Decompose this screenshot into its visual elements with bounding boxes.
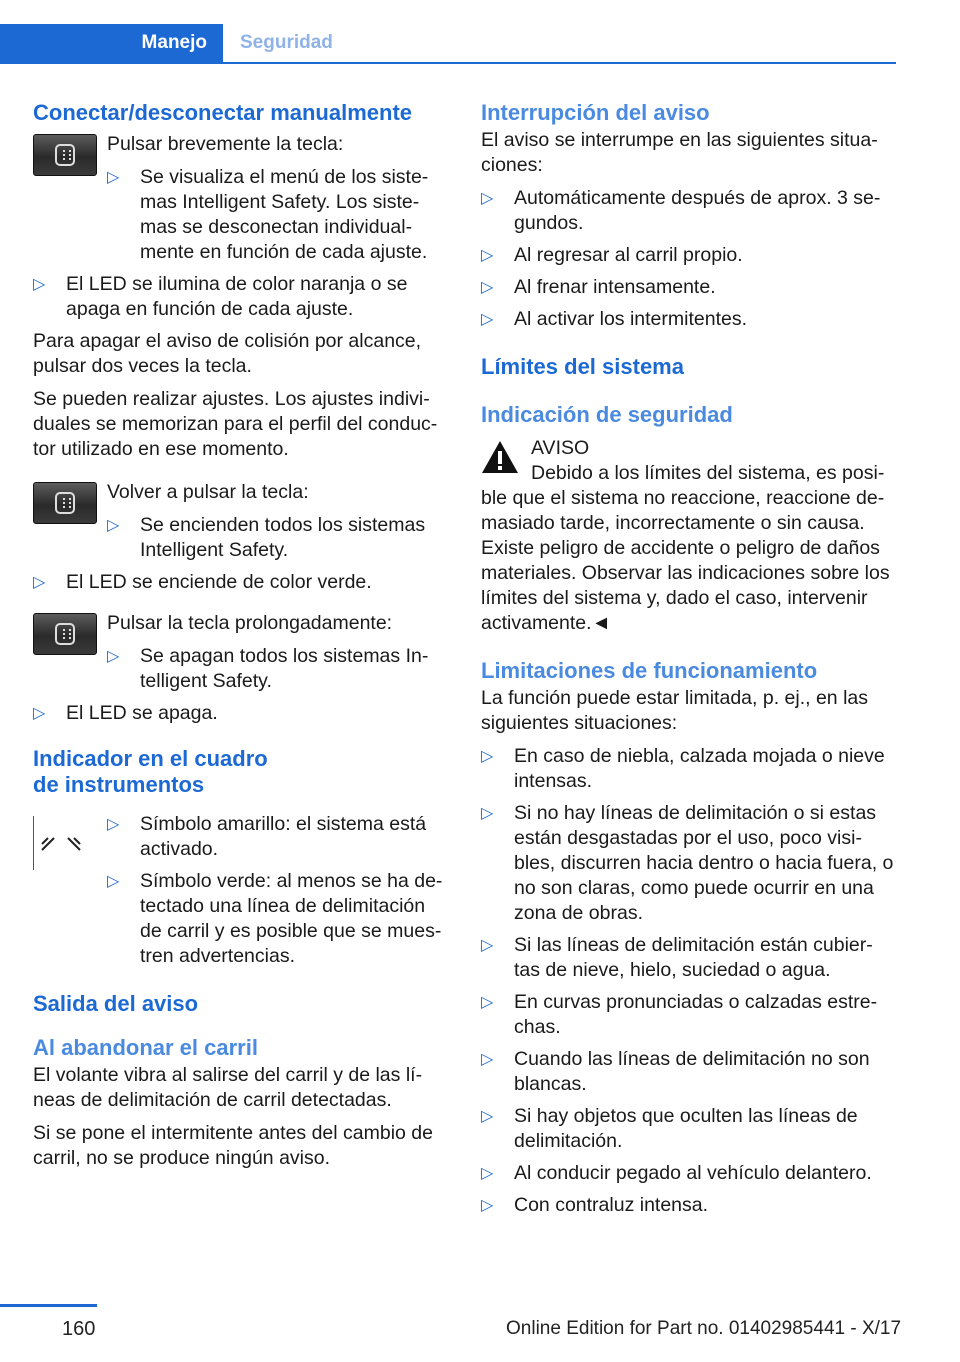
press-short-text: Pulsar brevemente la tecla: — [107, 133, 344, 155]
list-item — [107, 644, 445, 694]
list-item-text: El LED se apaga. — [66, 702, 218, 724]
paragraph: La función puede estar limitada, p. ej., en las siguientes situaciones: — [481, 687, 868, 734]
paragraph: El volante vibra al salirse del carril y de las lí-neas de delimitación de carril detectadas. — [33, 1064, 423, 1111]
press-short-row — [33, 132, 445, 265]
list-item-text: Con contraluz intensa. — [514, 1194, 709, 1216]
heading-connect: Conectar/desconectar manualmente — [33, 100, 413, 125]
safety-button-icon — [33, 482, 97, 524]
paragraph: Se pueden realizar ajustes. Los ajustes indivi-duales se memorizan para el perfil del conduc-tor utilizado en ese momento. — [33, 388, 438, 460]
list-item — [481, 243, 896, 268]
bullet-icon: ▷ — [481, 937, 494, 954]
list-item — [481, 801, 896, 926]
list-item-text: Se visualiza el menú de los siste-mas Intelligent Safety. Los siste-mas se desconectan individual-mente en función de cada ajuste. — [140, 166, 429, 263]
heading-safety: Indicación de seguridad — [481, 402, 733, 427]
paragraph: El aviso se interrumpe en las siguientes situa-ciones: — [481, 129, 878, 176]
bullet-icon: ▷ — [481, 279, 494, 296]
bullet-icon: ▷ — [107, 517, 120, 534]
list-item — [107, 165, 445, 265]
tab-manejo[interactable]: Manejo — [0, 24, 223, 62]
press-again-row — [33, 480, 445, 563]
list-item — [481, 275, 896, 300]
list-item-text: Símbolo amarillo: el sistema está activado. — [140, 813, 427, 860]
left-column — [33, 100, 445, 1179]
warning-text: Debido a los límites del sistema, es posi-ble que el sistema no reaccione, reaccione de-masiado tarde, incorrectamente o sin causa. Existe peligro de accidente o peligro de daños materiales. Observar las indicaciones sobre los límites del sistema y, dado el caso, intervenir activamente.◄ — [481, 462, 890, 634]
list-item-text: Si no hay líneas de delimitación o si estas están desgastadas por el uso, poco visi-bles, discurren hacia dentro o hacia fuera, o no son claras, como puede ocurrir en una zona de obras. — [514, 802, 894, 924]
heading-functional-limits: Limitaciones de funcionamiento — [481, 658, 818, 683]
bullet-icon: ▷ — [481, 247, 494, 264]
list-item — [107, 513, 445, 563]
list-item — [33, 570, 445, 595]
list-item-text: Si las líneas de delimitación están cubier-tas de nieve, hielo, suciedad o agua. — [514, 934, 873, 981]
list-item-text: Se encienden todos los sistemas Intelligent Safety. — [140, 514, 426, 561]
list-item-text: El LED se enciende de color verde. — [66, 571, 372, 593]
heading-output: Salida del aviso — [33, 991, 199, 1016]
bullet-icon: ▷ — [33, 705, 46, 722]
bullet-icon: ▷ — [107, 816, 120, 833]
list-item-text: Al activar los intermitentes. — [514, 308, 748, 330]
tab-seguridad[interactable]: Seguridad — [240, 32, 333, 53]
lane-departure-icon — [33, 816, 88, 870]
list-item — [481, 933, 896, 983]
list-item — [107, 869, 445, 969]
tab-bar — [0, 24, 896, 64]
bullet-icon: ▷ — [481, 190, 494, 207]
bullet-icon: ▷ — [481, 805, 494, 822]
list-item — [107, 812, 445, 862]
list-item — [481, 186, 896, 236]
list-item-text: Símbolo verde: al menos se ha de-tectado una línea de delimitación de carril y es posible que se mues-tren advertencias. — [140, 870, 443, 967]
bullet-icon: ▷ — [481, 994, 494, 1011]
heading-limits: Límites del sistema — [481, 354, 684, 379]
indicator-row — [33, 812, 445, 969]
list-item-text: Si hay objetos que oculten las líneas de delimitación. — [514, 1105, 858, 1152]
list-item-text: Al conducir pegado al vehículo delantero. — [514, 1162, 872, 1184]
bullet-icon: ▷ — [481, 748, 494, 765]
page-number: 160 — [62, 1318, 96, 1340]
list-item-text: En curvas pronunciadas o calzadas estre-chas. — [514, 991, 878, 1038]
list-item — [481, 307, 896, 332]
list-item — [481, 990, 896, 1040]
bullet-icon: ▷ — [481, 311, 494, 328]
bullet-icon: ▷ — [107, 873, 120, 890]
press-long-row — [33, 611, 445, 694]
list-item — [481, 1047, 896, 1097]
paragraph: Si se pone el intermitente antes del cambio de carril, no se produce ningún aviso. — [33, 1122, 433, 1169]
press-again-text: Volver a pulsar la tecla: — [107, 481, 309, 503]
list-item-text: Cuando las líneas de delimitación no son blancas. — [514, 1048, 870, 1095]
bullet-icon: ▷ — [107, 169, 120, 186]
list-item-text: Al frenar intensamente. — [514, 276, 716, 298]
list-item — [33, 272, 445, 322]
safety-button-icon — [33, 134, 97, 176]
safety-button-icon — [33, 613, 97, 655]
bullet-icon: ▷ — [481, 1051, 494, 1068]
bullet-icon: ▷ — [481, 1108, 494, 1125]
paragraph: Para apagar el aviso de colisión por alcance, pulsar dos veces la tecla. — [33, 330, 422, 377]
page-footer — [0, 1304, 960, 1362]
list-item-text: El LED se ilumina de color naranja o se apaga en función de cada ajuste. — [66, 273, 408, 320]
bullet-icon: ▷ — [481, 1165, 494, 1182]
press-long-text: Pulsar la tecla prolongadamente: — [107, 612, 393, 634]
heading-leave: Al abandonar el carril — [33, 1035, 258, 1060]
list-item — [481, 1193, 896, 1218]
list-item — [481, 1161, 896, 1186]
list-item-text: En caso de niebla, calzada mojada o nieve intensas. — [514, 745, 885, 792]
bullet-icon: ▷ — [33, 276, 46, 293]
list-item-text: Se apagan todos los sistemas In-telligent Safety. — [140, 645, 429, 692]
warning-triangle-icon — [481, 440, 519, 474]
right-column — [481, 100, 896, 1225]
warning-block — [481, 436, 896, 636]
warning-title: AVISO — [531, 437, 590, 459]
list-item — [481, 744, 896, 794]
list-item — [481, 1104, 896, 1154]
bullet-icon: ▷ — [107, 648, 120, 665]
page-number-rule — [0, 1304, 97, 1307]
bullet-icon: ▷ — [33, 574, 46, 591]
list-item-text: Al regresar al carril propio. — [514, 244, 743, 266]
heading-indicator: Indicador en el cuadro de instrumentos — [33, 746, 268, 797]
list-item-text: Automáticamente después de aprox. 3 se-gundos. — [514, 187, 881, 234]
heading-interrupt: Interrupción del aviso — [481, 100, 710, 125]
bullet-icon: ▷ — [481, 1197, 494, 1214]
list-item — [33, 701, 445, 726]
edition-text: Online Edition for Part no. 01402985441 - X/17 — [506, 1318, 902, 1339]
